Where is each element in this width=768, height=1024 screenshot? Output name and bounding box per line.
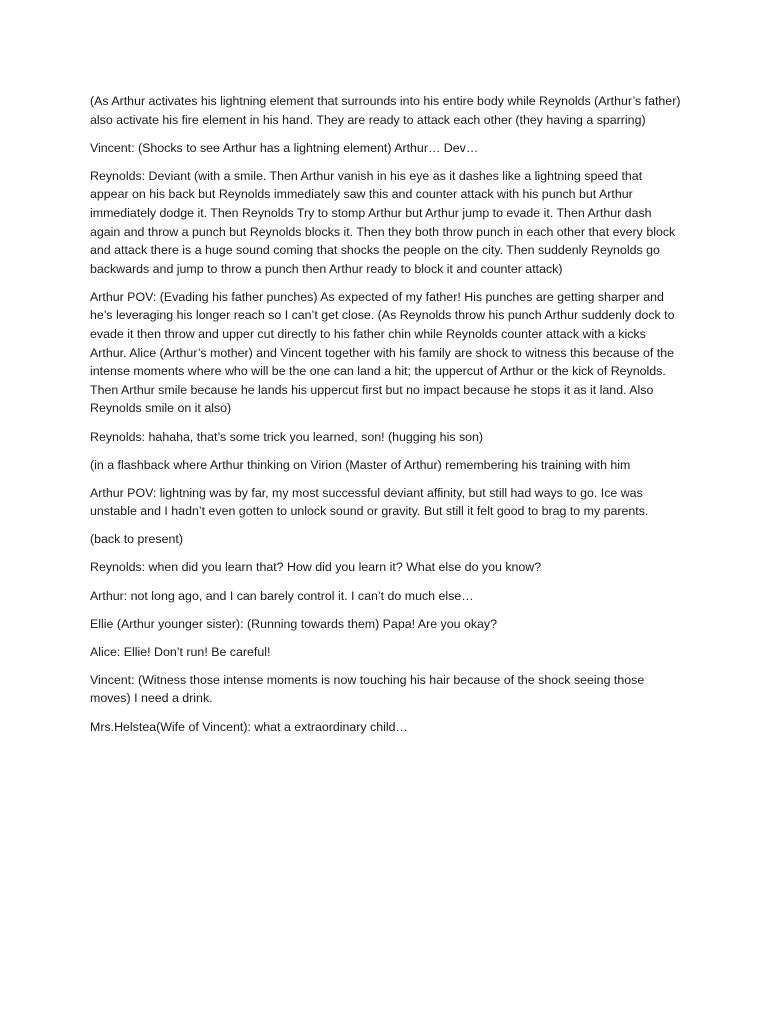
dialogue-paragraph: Arthur: not long ago, and I can barely control it. I can’t do much else… <box>90 588 474 603</box>
dialogue-paragraph: Mrs.Helstea(Wife of Vincent): what a extraordinary child… <box>90 719 408 734</box>
document-body <box>90 92 682 746</box>
narration-paragraph: (back to present) <box>90 532 183 547</box>
dialogue-paragraph: Arthur POV: (Evading his father punches) As expected of my father! His punches are getting sharper and he’s leveraging his longer reach so I can’t get close. (As Reynolds throw his punch Arthur suddenly dock to evade it then throw and upper cut directly to his father chin while Reynolds counter attack with a kicks Arthur. Alice (Arthur’s mother) and Vincent together with his family are shock to witness this because of the intense moments where who will be the one can land a hit; the uppercut of Arthur or the kick of Reynolds. Then Arthur smile because he lands his uppercut first but no impact because he stops it as it land. Also Reynolds smile on it also) <box>90 289 675 416</box>
dialogue-paragraph: Reynolds: Deviant (with a smile. Then Arthur vanish in his eye as it dashes like a lightning speed that appear on his back but Reynolds immediately saw this and counter attack with his punch but Arthur immediately dodge it. Then Reynolds Try to stomp Arthur but Arthur jump to evade it. Then Arthur dash again and throw a punch but Reynolds blocks it. Then they both throw punch in each other that every block and attack there is a huge sound coming that shocks the people on the city. Then suddenly Reynolds go backwards and jump to throw a punch then Arthur ready to block it and counter attack) <box>90 168 676 276</box>
narration-paragraph: (As Arthur activates his lightning element that surrounds into his entire body while Reynolds (Arthur’s father) also activate his fire element in his hand. They are ready to attack each other (they having a sparring) <box>90 94 681 127</box>
dialogue-paragraph: Reynolds: when did you learn that? How did you learn it? What else do you know? <box>90 560 542 575</box>
dialogue-paragraph: Ellie (Arthur younger sister): (Running towards them) Papa! Are you okay? <box>90 616 498 631</box>
dialogue-paragraph: Reynolds: hahaha, that’s some trick you learned, son! (hugging his son) <box>90 429 484 444</box>
dialogue-paragraph: Vincent: (Witness those intense moments is now touching his hair because of the shock seeing those moves) I need a drink. <box>90 672 645 706</box>
dialogue-paragraph: Arthur POV: lightning was by far, my most successful deviant affinity, but still had ways to go. Ice was unstable and I hadn’t even gotten to unlock sound or gravity. But still it felt good to brag to my parents. <box>90 485 649 519</box>
dialogue-paragraph: Vincent: (Shocks to see Arthur has a lightning element) Arthur… Dev… <box>90 140 479 155</box>
dialogue-paragraph: Alice: Ellie! Don’t run! Be careful! <box>90 644 271 659</box>
narration-paragraph: (in a flashback where Arthur thinking on Virion (Master of Arthur) remembering his training with him <box>90 457 631 472</box>
